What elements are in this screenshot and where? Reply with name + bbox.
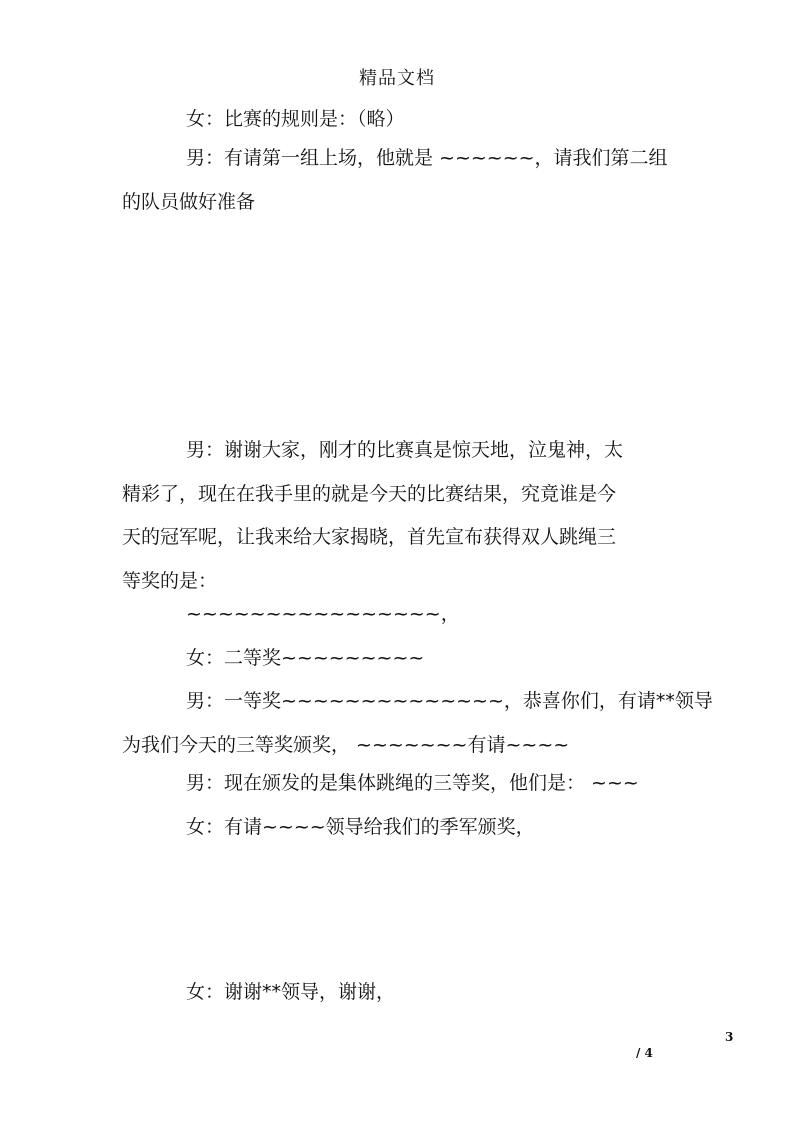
- text-line: 女：有请~~~~领导给我们的季军颁奖，: [186, 816, 535, 838]
- text-line: 的队员做好准备: [122, 191, 256, 213]
- text-line: 等奖的是：: [122, 570, 218, 592]
- text-line: 女：二等奖~~~~~~~~~: [186, 647, 425, 669]
- text-line: 男：有请第一组上场，他就是 ~~~~~~，请我们第二组: [186, 147, 668, 169]
- document-header-title: 精品文档: [359, 68, 435, 89]
- text-line: 女：谢谢**领导，谢谢，: [186, 981, 396, 1003]
- text-line: ~~~~~~~~~~~~~~~~，: [186, 603, 460, 625]
- text-line: 男：一等奖~~~~~~~~~~~~~~，恭喜你们，有请**领导: [186, 690, 713, 712]
- text-line: 天的冠军呢，让我来给大家揭晓，首先宣布获得双人跳绳三: [122, 526, 617, 548]
- page-total: / 4: [636, 1046, 653, 1060]
- text-line: 为我们今天的三等奖颁奖， ~~~~~~~有请~~~~: [122, 734, 570, 756]
- text-line: 男：现在颁发的是集体跳绳的三等奖，他们是： ~~~: [186, 772, 639, 794]
- text-line: 精彩了，现在在我手里的就是今天的比赛结果，究竟谁是今: [122, 483, 617, 505]
- text-line: 女：比赛的规则是：（略）: [186, 108, 405, 130]
- page-number: 3: [725, 1030, 734, 1044]
- text-line: 男：谢谢大家，刚才的比赛真是惊天地，泣鬼神，太: [186, 439, 624, 461]
